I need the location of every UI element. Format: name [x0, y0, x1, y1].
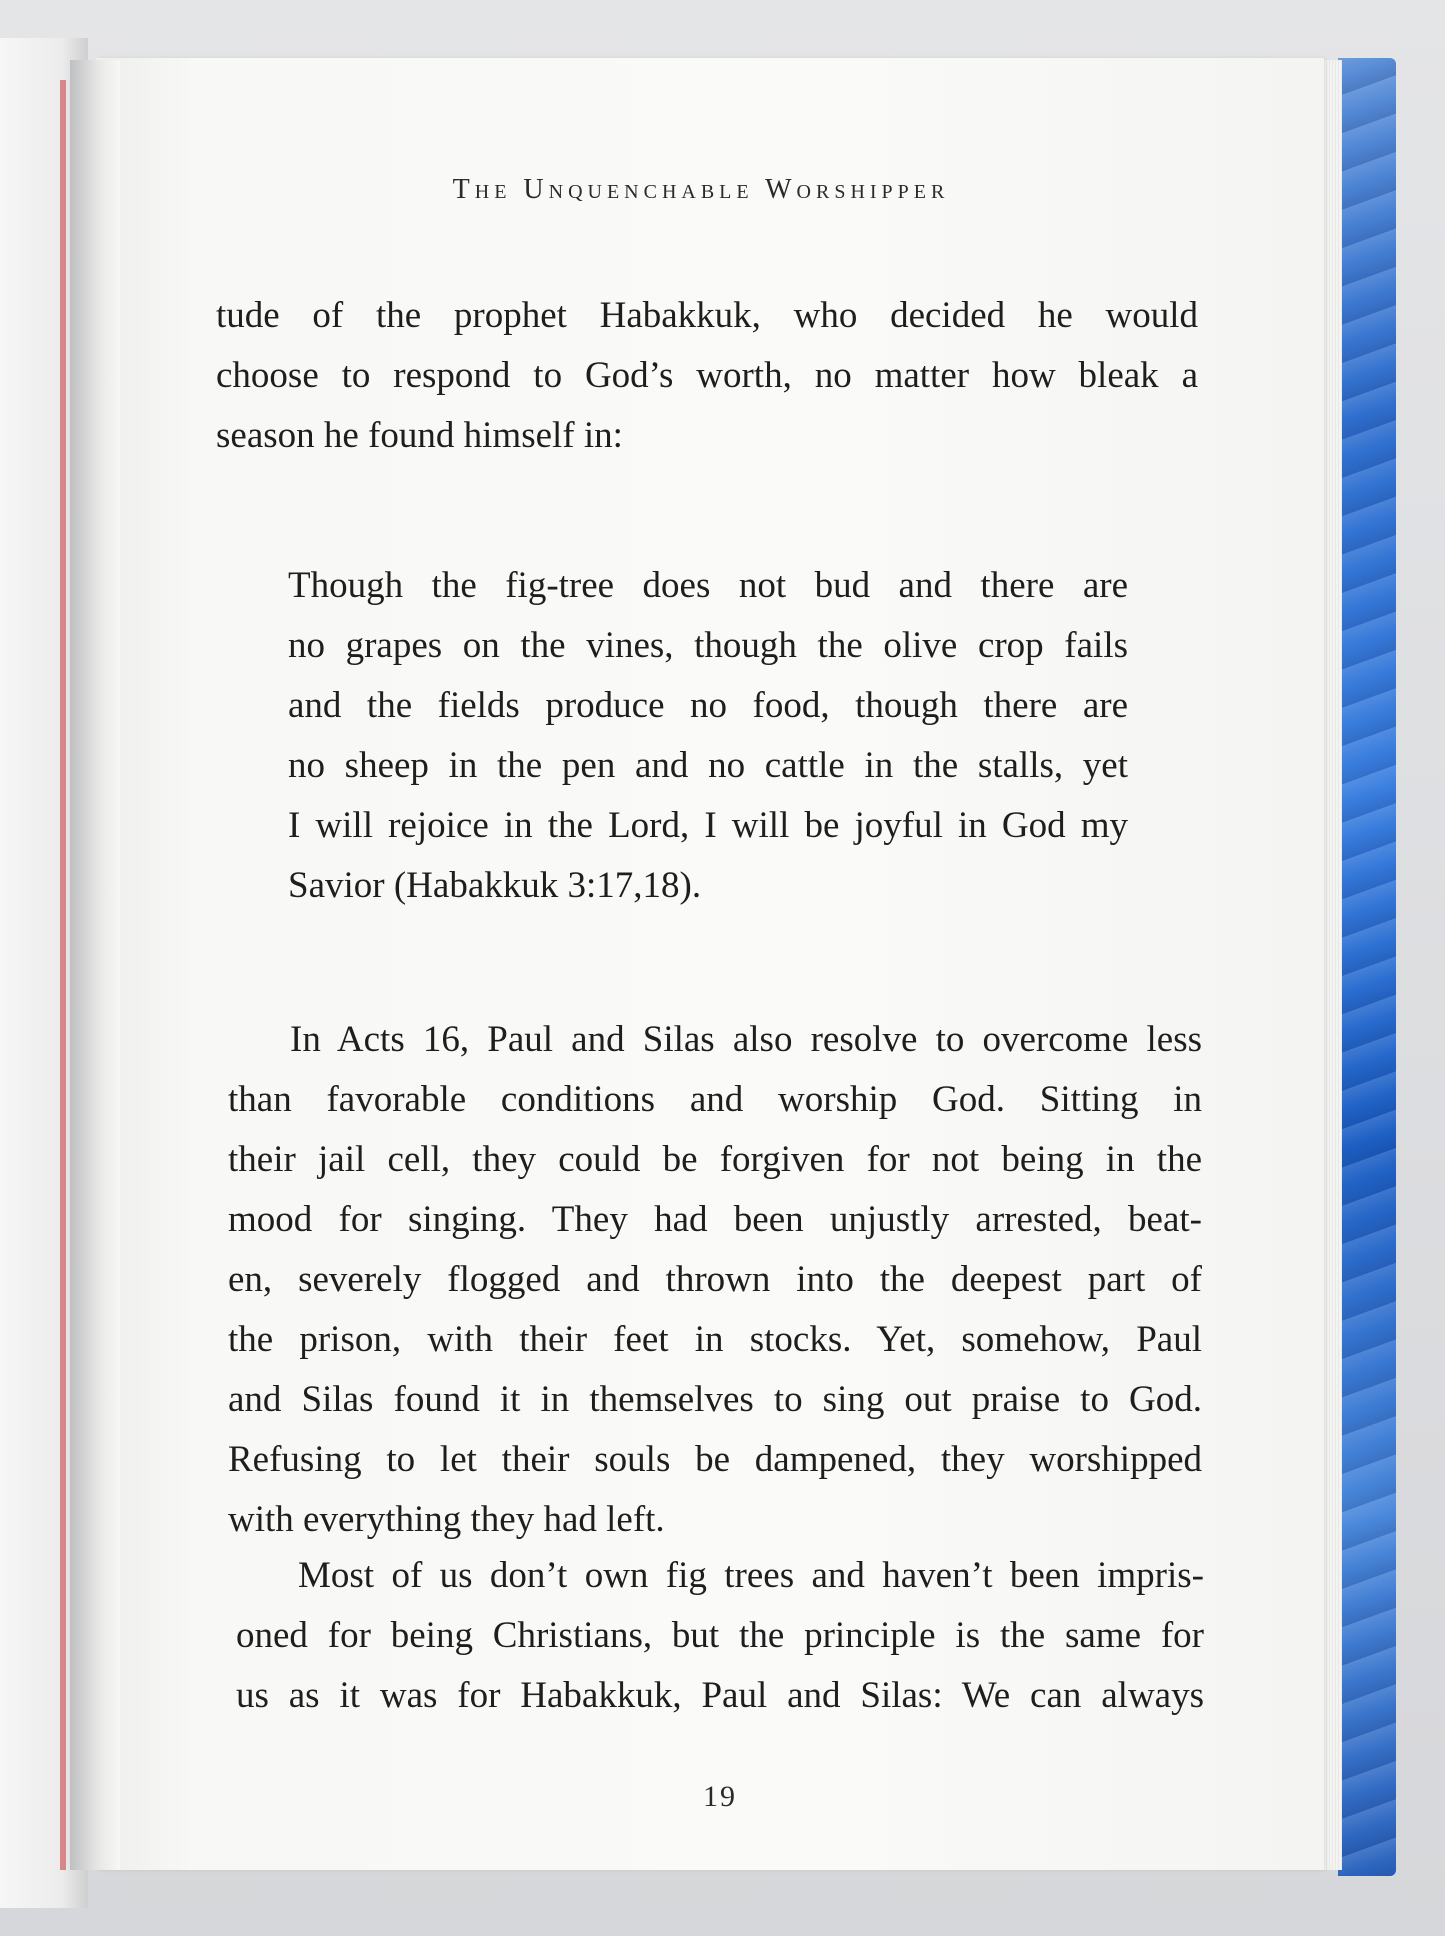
text-line: en, severely flogged and thrown into the deepest part of	[228, 1259, 1202, 1300]
quote-line: Though the fig-tree does not bud and there are	[288, 565, 1128, 606]
text-line: and Silas found it in themselves to sing out praise to God.	[228, 1379, 1202, 1420]
text-line: oned for being Christians, but the principle is the same for	[236, 1615, 1204, 1656]
quote-line: Savior (Habakkuk 3:17,18).	[288, 865, 702, 906]
book-gutter	[70, 60, 120, 1870]
intro-paragraph	[216, 286, 1198, 466]
book-cover-texture	[1338, 58, 1396, 1876]
text-line: mood for singing. They had been unjustly arrested, beat-	[228, 1199, 1202, 1240]
acts-paragraph	[228, 1010, 1202, 1550]
text-line: tude of the prophet Habakkuk, who decided he would	[216, 295, 1198, 336]
block-quote	[288, 556, 1128, 916]
text-line: their jail cell, they could be forgiven for not being in the	[228, 1139, 1202, 1180]
text-line: Refusing to let their souls be dampened, they worshipped	[228, 1439, 1202, 1480]
text-line: season he found himself in:	[216, 415, 623, 456]
text-line: us as it was for Habakkuk, Paul and Silas: We can always	[236, 1675, 1204, 1716]
page-number: 19	[703, 1780, 737, 1813]
text-line: the prison, with their feet in stocks. Yet, somehow, Paul	[228, 1319, 1202, 1360]
quote-line: and the fields produce no food, though there are	[288, 685, 1128, 726]
quote-line: no grapes on the vines, though the olive crop fails	[288, 625, 1128, 666]
closing-paragraph	[236, 1546, 1204, 1726]
quote-line: I will rejoice in the Lord, I will be joyful in God my	[288, 805, 1128, 846]
quote-line: no sheep in the pen and no cattle in the stalls, yet	[288, 745, 1128, 786]
left-page-ribbon	[60, 80, 66, 1870]
text-line: Most of us don’t own fig trees and haven’t been impris-	[298, 1555, 1204, 1596]
text-line: choose to respond to God’s worth, no matter how bleak a	[216, 355, 1198, 396]
text-line: than favorable conditions and worship God. Sitting in	[228, 1079, 1202, 1120]
text-line: with everything they had left.	[228, 1499, 665, 1540]
running-head: The Unquenchable Worshipper	[452, 174, 950, 205]
text-line: In Acts 16, Paul and Silas also resolve to overcome less	[290, 1019, 1202, 1060]
